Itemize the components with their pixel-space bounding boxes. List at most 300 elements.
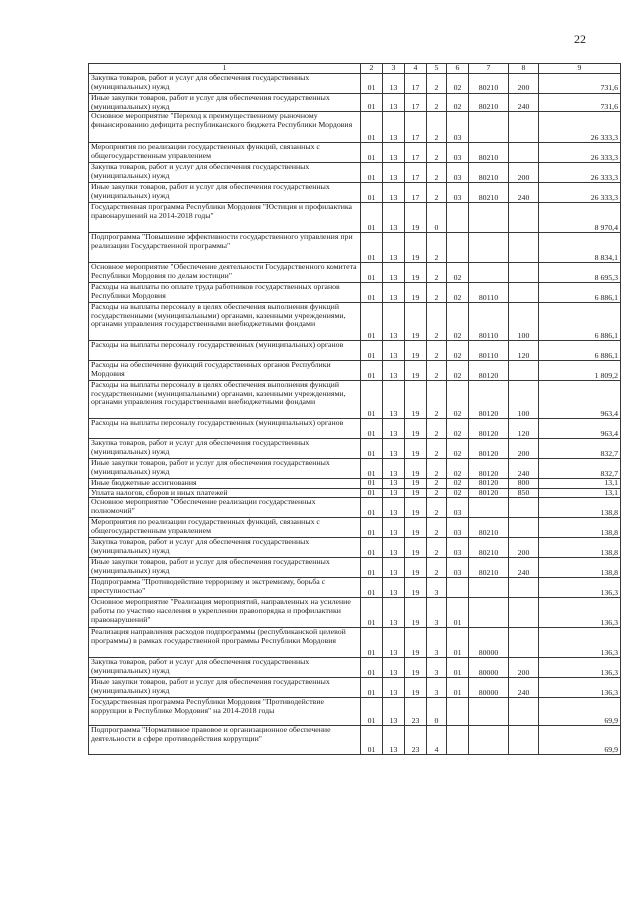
row-program-cell: 19 xyxy=(405,498,427,518)
row-section-cell: 01 xyxy=(361,538,383,558)
row-expense-type-cell: 200 xyxy=(509,74,539,94)
row-amount-cell: 6 886,1 xyxy=(539,341,621,361)
row-name-cell: Расходы на выплаты персоналу государственных (муниципальных) органов xyxy=(89,341,361,361)
row-subsection-cell: 13 xyxy=(383,94,405,112)
row-amount-cell: 6 886,1 xyxy=(539,303,621,341)
row-activity-cell: 03 xyxy=(447,112,469,143)
row-expense-type-cell: 800 xyxy=(509,479,539,489)
row-amount-cell: 963,4 xyxy=(539,381,621,419)
row-amount-cell: 136,3 xyxy=(539,628,621,658)
row-program-cell: 17 xyxy=(405,74,427,94)
row-section-cell: 01 xyxy=(361,558,383,578)
row-direction-cell xyxy=(469,698,509,726)
row-subprogram-cell: 2 xyxy=(427,488,447,498)
row-activity-cell: 03 xyxy=(447,183,469,203)
row-program-cell: 17 xyxy=(405,94,427,112)
row-subprogram-cell: 2 xyxy=(427,361,447,381)
row-direction-cell xyxy=(469,726,509,755)
row-name-cell: Основное мероприятие "Обеспечение деятельности Государственного комитета Республики Мордовия по делам юстиции" xyxy=(89,263,361,283)
row-direction-cell xyxy=(469,233,509,263)
header-cell-amount: 9 xyxy=(539,64,621,74)
row-name-cell: Закупка товаров, работ и услуг для обеспечения государственных (муниципальных) нужд xyxy=(89,439,361,459)
row-expense-type-cell: 120 xyxy=(509,419,539,439)
row-activity-cell: 02 xyxy=(447,341,469,361)
row-subprogram-cell: 2 xyxy=(427,283,447,303)
row-direction-cell: 80120 xyxy=(469,439,509,459)
row-name-cell: Подпрограмма "Нормативное правовое и организационное обеспечение деятельности в сфере противодействия коррупции" xyxy=(89,726,361,755)
row-expense-type-cell: 200 xyxy=(509,163,539,183)
row-direction-cell: 80000 xyxy=(469,658,509,678)
row-subprogram-cell: 2 xyxy=(427,163,447,183)
table-row xyxy=(89,628,621,658)
row-subprogram-cell: 2 xyxy=(427,263,447,283)
row-activity-cell: 02 xyxy=(447,283,469,303)
row-section-cell: 01 xyxy=(361,94,383,112)
row-program-cell: 19 xyxy=(405,488,427,498)
header-cell-program: 4 xyxy=(405,64,427,74)
row-activity-cell: 02 xyxy=(447,361,469,381)
table-row xyxy=(89,163,621,183)
row-program-cell: 19 xyxy=(405,578,427,598)
header-cell-direction: 7 xyxy=(469,64,509,74)
table-row xyxy=(89,726,621,755)
table-row xyxy=(89,381,621,419)
row-subprogram-cell: 0 xyxy=(427,203,447,233)
row-activity-cell: 03 xyxy=(447,518,469,538)
row-expense-type-cell xyxy=(509,361,539,381)
row-subprogram-cell: 2 xyxy=(427,479,447,489)
row-amount-cell: 731,6 xyxy=(539,94,621,112)
row-subprogram-cell: 3 xyxy=(427,598,447,628)
row-program-cell: 19 xyxy=(405,419,427,439)
row-activity-cell: 02 xyxy=(447,263,469,283)
row-activity-cell: 01 xyxy=(447,658,469,678)
row-activity-cell: 03 xyxy=(447,498,469,518)
header-cell-name: 1 xyxy=(89,64,361,74)
row-activity-cell: 02 xyxy=(447,459,469,479)
row-program-cell: 17 xyxy=(405,143,427,163)
row-name-cell: Расходы на обеспечение функций государственных органов Республики Мордовия xyxy=(89,361,361,381)
row-direction-cell: 80120 xyxy=(469,488,509,498)
table-row xyxy=(89,361,621,381)
row-expense-type-cell xyxy=(509,578,539,598)
row-activity-cell xyxy=(447,233,469,263)
row-subprogram-cell: 2 xyxy=(427,233,447,263)
row-name-cell: Мероприятия по реализации государственных функций, связанных с общегосударственным управлением xyxy=(89,143,361,163)
row-activity-cell xyxy=(447,578,469,598)
row-name-cell: Расходы на выплаты персоналу в целях обеспечения выполнения функций государственными (муниципальными) органами, казенными учреждениями, органами управления государственными внебюджетными фондами xyxy=(89,303,361,341)
row-section-cell: 01 xyxy=(361,698,383,726)
row-name-cell: Закупка товаров, работ и услуг для обеспечения государственных (муниципальных) нужд xyxy=(89,163,361,183)
row-subsection-cell: 13 xyxy=(383,698,405,726)
table-row xyxy=(89,263,621,283)
row-subsection-cell: 13 xyxy=(383,233,405,263)
row-expense-type-cell xyxy=(509,498,539,518)
row-activity-cell xyxy=(447,726,469,755)
row-amount-cell: 136,3 xyxy=(539,578,621,598)
table-row xyxy=(89,341,621,361)
row-name-cell: Иные закупки товаров, работ и услуг для обеспечения государственных (муниципальных) нужд xyxy=(89,678,361,698)
row-program-cell: 19 xyxy=(405,439,427,459)
row-program-cell: 19 xyxy=(405,479,427,489)
row-subprogram-cell: 2 xyxy=(427,459,447,479)
row-direction-cell: 80120 xyxy=(469,459,509,479)
row-subsection-cell: 13 xyxy=(383,678,405,698)
row-program-cell: 19 xyxy=(405,203,427,233)
row-name-cell: Иные закупки товаров, работ и услуг для обеспечения государственных (муниципальных) нужд xyxy=(89,94,361,112)
row-name-cell: Уплата налогов, сборов и иных платежей xyxy=(89,488,361,498)
row-program-cell: 17 xyxy=(405,163,427,183)
page-number: 22 xyxy=(574,32,586,46)
row-amount-cell: 13,1 xyxy=(539,488,621,498)
row-amount-cell: 963,4 xyxy=(539,419,621,439)
row-section-cell: 01 xyxy=(361,518,383,538)
row-amount-cell: 26 333,3 xyxy=(539,112,621,143)
row-activity-cell: 01 xyxy=(447,598,469,628)
row-subsection-cell: 13 xyxy=(383,498,405,518)
row-direction-cell: 80210 xyxy=(469,94,509,112)
row-subsection-cell: 13 xyxy=(383,361,405,381)
row-subsection-cell: 13 xyxy=(383,381,405,419)
row-subprogram-cell: 2 xyxy=(427,74,447,94)
row-subprogram-cell: 2 xyxy=(427,112,447,143)
row-subsection-cell: 13 xyxy=(383,558,405,578)
row-subprogram-cell: 3 xyxy=(427,658,447,678)
row-amount-cell: 1 809,2 xyxy=(539,361,621,381)
row-subprogram-cell: 3 xyxy=(427,628,447,658)
row-section-cell: 01 xyxy=(361,658,383,678)
row-program-cell: 23 xyxy=(405,726,427,755)
row-name-cell: Закупка товаров, работ и услуг для обеспечения государственных (муниципальных) нужд xyxy=(89,74,361,94)
row-name-cell: Основное мероприятие "Реализация мероприятий, направленных на усиление работы по участию населения в укреплении правопорядка и профилактики правонарушений" xyxy=(89,598,361,628)
row-activity-cell: 02 xyxy=(447,488,469,498)
row-activity-cell: 02 xyxy=(447,303,469,341)
row-direction-cell xyxy=(469,203,509,233)
header-cell-subsection: 3 xyxy=(383,64,405,74)
row-program-cell: 19 xyxy=(405,459,427,479)
row-amount-cell: 6 886,1 xyxy=(539,283,621,303)
row-subsection-cell: 13 xyxy=(383,341,405,361)
row-subprogram-cell: 2 xyxy=(427,341,447,361)
row-name-cell: Расходы на выплаты по оплате труда работников государственных органов Республики Мордовия xyxy=(89,283,361,303)
row-subprogram-cell: 2 xyxy=(427,94,447,112)
row-activity-cell: 03 xyxy=(447,538,469,558)
row-expense-type-cell: 200 xyxy=(509,538,539,558)
row-activity-cell: 03 xyxy=(447,163,469,183)
table-row xyxy=(89,558,621,578)
row-name-cell: Иные закупки товаров, работ и услуг для обеспечения государственных (муниципальных) нужд xyxy=(89,183,361,203)
header-cell-section: 2 xyxy=(361,64,383,74)
row-program-cell: 17 xyxy=(405,112,427,143)
row-subsection-cell: 13 xyxy=(383,203,405,233)
table-row xyxy=(89,479,621,489)
row-section-cell: 01 xyxy=(361,233,383,263)
row-section-cell: 01 xyxy=(361,303,383,341)
row-subsection-cell: 13 xyxy=(383,628,405,658)
row-subprogram-cell: 2 xyxy=(427,143,447,163)
row-section-cell: 01 xyxy=(361,341,383,361)
row-direction-cell: 80110 xyxy=(469,283,509,303)
row-expense-type-cell xyxy=(509,143,539,163)
row-direction-cell: 80210 xyxy=(469,558,509,578)
row-section-cell: 01 xyxy=(361,203,383,233)
row-expense-type-cell xyxy=(509,698,539,726)
row-expense-type-cell xyxy=(509,263,539,283)
row-subprogram-cell: 0 xyxy=(427,698,447,726)
row-activity-cell xyxy=(447,203,469,233)
row-expense-type-cell xyxy=(509,233,539,263)
row-program-cell: 19 xyxy=(405,598,427,628)
row-subprogram-cell: 2 xyxy=(427,303,447,341)
row-amount-cell: 13,1 xyxy=(539,479,621,489)
row-program-cell: 19 xyxy=(405,558,427,578)
row-name-cell: Иные бюджетные ассигнования xyxy=(89,479,361,489)
table-row xyxy=(89,678,621,698)
row-program-cell: 19 xyxy=(405,233,427,263)
row-subprogram-cell: 2 xyxy=(427,558,447,578)
table-row xyxy=(89,439,621,459)
row-amount-cell: 8 834,1 xyxy=(539,233,621,263)
row-direction-cell xyxy=(469,598,509,628)
row-direction-cell xyxy=(469,498,509,518)
header-cell-subprogram: 5 xyxy=(427,64,447,74)
row-expense-type-cell: 200 xyxy=(509,439,539,459)
row-direction-cell: 80120 xyxy=(469,479,509,489)
row-subsection-cell: 13 xyxy=(383,163,405,183)
row-amount-cell: 731,6 xyxy=(539,74,621,94)
row-subprogram-cell: 2 xyxy=(427,419,447,439)
row-section-cell: 01 xyxy=(361,628,383,658)
table-row xyxy=(89,143,621,163)
row-expense-type-cell: 240 xyxy=(509,459,539,479)
row-section-cell: 01 xyxy=(361,183,383,203)
table-row xyxy=(89,698,621,726)
table-row xyxy=(89,183,621,203)
row-subprogram-cell: 2 xyxy=(427,381,447,419)
row-subsection-cell: 13 xyxy=(383,112,405,143)
row-direction-cell xyxy=(469,578,509,598)
row-section-cell: 01 xyxy=(361,163,383,183)
row-section-cell: 01 xyxy=(361,283,383,303)
row-direction-cell: 80000 xyxy=(469,678,509,698)
table-row xyxy=(89,598,621,628)
row-direction-cell: 80110 xyxy=(469,303,509,341)
row-subsection-cell: 13 xyxy=(383,183,405,203)
table-row xyxy=(89,303,621,341)
row-program-cell: 19 xyxy=(405,341,427,361)
row-amount-cell: 69,9 xyxy=(539,698,621,726)
row-section-cell: 01 xyxy=(361,726,383,755)
row-section-cell: 01 xyxy=(361,381,383,419)
row-section-cell: 01 xyxy=(361,419,383,439)
table-row xyxy=(89,518,621,538)
row-expense-type-cell xyxy=(509,203,539,233)
table-row xyxy=(89,233,621,263)
row-subsection-cell: 13 xyxy=(383,439,405,459)
row-section-cell: 01 xyxy=(361,112,383,143)
row-program-cell: 19 xyxy=(405,658,427,678)
row-program-cell: 19 xyxy=(405,263,427,283)
row-section-cell: 01 xyxy=(361,498,383,518)
row-amount-cell: 136,3 xyxy=(539,658,621,678)
row-amount-cell: 138,8 xyxy=(539,518,621,538)
row-subprogram-cell: 2 xyxy=(427,538,447,558)
row-program-cell: 19 xyxy=(405,361,427,381)
row-section-cell: 01 xyxy=(361,479,383,489)
table-row xyxy=(89,459,621,479)
row-direction-cell: 80120 xyxy=(469,419,509,439)
row-direction-cell: 80000 xyxy=(469,628,509,658)
row-name-cell: Подпрограмма "Повышение эффективности государственного управления при реализации Государственной программы" xyxy=(89,233,361,263)
row-amount-cell: 138,8 xyxy=(539,498,621,518)
row-expense-type-cell: 100 xyxy=(509,303,539,341)
row-section-cell: 01 xyxy=(361,678,383,698)
row-name-cell: Государственная программа Республики Мордовия "Противодействие коррупции в Республике Мордовия" на 2014-2018 годы xyxy=(89,698,361,726)
row-subsection-cell: 13 xyxy=(383,283,405,303)
row-expense-type-cell: 120 xyxy=(509,341,539,361)
table-row xyxy=(89,578,621,598)
row-amount-cell: 136,3 xyxy=(539,598,621,628)
row-subprogram-cell: 4 xyxy=(427,726,447,755)
row-amount-cell: 8 695,3 xyxy=(539,263,621,283)
row-activity-cell: 02 xyxy=(447,74,469,94)
row-subsection-cell: 13 xyxy=(383,726,405,755)
header-row xyxy=(89,64,621,74)
row-direction-cell: 80210 xyxy=(469,74,509,94)
row-amount-cell: 26 333,3 xyxy=(539,163,621,183)
table-row xyxy=(89,74,621,94)
budget-table xyxy=(88,63,621,755)
row-activity-cell: 02 xyxy=(447,94,469,112)
row-expense-type-cell xyxy=(509,518,539,538)
row-amount-cell: 8 970,4 xyxy=(539,203,621,233)
row-expense-type-cell xyxy=(509,726,539,755)
row-program-cell: 23 xyxy=(405,698,427,726)
row-subprogram-cell: 2 xyxy=(427,183,447,203)
table-row xyxy=(89,419,621,439)
row-program-cell: 19 xyxy=(405,678,427,698)
table-row xyxy=(89,538,621,558)
row-name-cell: Расходы на выплаты персоналу государственных (муниципальных) органов xyxy=(89,419,361,439)
row-subsection-cell: 13 xyxy=(383,658,405,678)
row-amount-cell: 832,7 xyxy=(539,439,621,459)
row-subprogram-cell: 3 xyxy=(427,678,447,698)
row-subprogram-cell: 3 xyxy=(427,578,447,598)
row-activity-cell xyxy=(447,698,469,726)
row-subsection-cell: 13 xyxy=(383,578,405,598)
row-amount-cell: 26 333,3 xyxy=(539,143,621,163)
row-expense-type-cell xyxy=(509,112,539,143)
row-direction-cell: 80120 xyxy=(469,381,509,419)
row-activity-cell: 02 xyxy=(447,381,469,419)
row-direction-cell xyxy=(469,263,509,283)
row-subsection-cell: 13 xyxy=(383,419,405,439)
row-subsection-cell: 13 xyxy=(383,488,405,498)
row-direction-cell: 80210 xyxy=(469,163,509,183)
row-direction-cell: 80120 xyxy=(469,361,509,381)
row-direction-cell: 80210 xyxy=(469,518,509,538)
row-name-cell: Иные закупки товаров, работ и услуг для обеспечения государственных (муниципальных) нужд xyxy=(89,558,361,578)
row-program-cell: 19 xyxy=(405,283,427,303)
table-row xyxy=(89,203,621,233)
row-name-cell: Расходы на выплаты персоналу в целях обеспечения выполнения функций государственными (муниципальными) органами, казенными учреждениями, органами управления государственными внебюджетными фондами xyxy=(89,381,361,419)
row-activity-cell: 02 xyxy=(447,479,469,489)
row-section-cell: 01 xyxy=(361,74,383,94)
row-section-cell: 01 xyxy=(361,598,383,628)
row-subsection-cell: 13 xyxy=(383,518,405,538)
row-section-cell: 01 xyxy=(361,459,383,479)
row-name-cell: Реализация направления расходов подпрограммы (республиканской целевой программы) в рамках государственной программы Республики Мордовия xyxy=(89,628,361,658)
table-row xyxy=(89,283,621,303)
row-expense-type-cell: 100 xyxy=(509,381,539,419)
table-row xyxy=(89,658,621,678)
row-amount-cell: 26 333,3 xyxy=(539,183,621,203)
row-expense-type-cell xyxy=(509,283,539,303)
row-subsection-cell: 13 xyxy=(383,303,405,341)
row-expense-type-cell: 240 xyxy=(509,94,539,112)
row-subprogram-cell: 2 xyxy=(427,498,447,518)
row-direction-cell: 80210 xyxy=(469,538,509,558)
row-activity-cell: 01 xyxy=(447,678,469,698)
row-section-cell: 01 xyxy=(361,578,383,598)
row-activity-cell: 02 xyxy=(447,439,469,459)
header-cell-expense-type: 8 xyxy=(509,64,539,74)
row-amount-cell: 138,8 xyxy=(539,538,621,558)
row-program-cell: 17 xyxy=(405,183,427,203)
table-row xyxy=(89,498,621,518)
row-program-cell: 19 xyxy=(405,381,427,419)
row-expense-type-cell: 200 xyxy=(509,658,539,678)
row-subsection-cell: 13 xyxy=(383,479,405,489)
row-program-cell: 19 xyxy=(405,303,427,341)
row-program-cell: 19 xyxy=(405,518,427,538)
row-activity-cell: 03 xyxy=(447,143,469,163)
row-subsection-cell: 13 xyxy=(383,143,405,163)
row-subsection-cell: 13 xyxy=(383,459,405,479)
row-activity-cell: 02 xyxy=(447,419,469,439)
row-expense-type-cell: 240 xyxy=(509,678,539,698)
table-row xyxy=(89,94,621,112)
row-name-cell: Закупка товаров, работ и услуг для обеспечения государственных (муниципальных) нужд xyxy=(89,658,361,678)
row-section-cell: 01 xyxy=(361,488,383,498)
row-subsection-cell: 13 xyxy=(383,263,405,283)
row-direction-cell: 80210 xyxy=(469,183,509,203)
row-expense-type-cell: 240 xyxy=(509,558,539,578)
row-subprogram-cell: 2 xyxy=(427,518,447,538)
row-amount-cell: 138,8 xyxy=(539,558,621,578)
row-name-cell: Основное мероприятие "Переход к преимущественному рыночному финансированию дефицита республиканского бюджета Республики Мордовия xyxy=(89,112,361,143)
row-subsection-cell: 13 xyxy=(383,74,405,94)
row-name-cell: Иные закупки товаров, работ и услуг для обеспечения государственных (муниципальных) нужд xyxy=(89,459,361,479)
row-subsection-cell: 13 xyxy=(383,538,405,558)
row-amount-cell: 136,3 xyxy=(539,678,621,698)
row-expense-type-cell: 850 xyxy=(509,488,539,498)
row-subprogram-cell: 2 xyxy=(427,439,447,459)
row-program-cell: 19 xyxy=(405,628,427,658)
row-amount-cell: 69,9 xyxy=(539,726,621,755)
row-expense-type-cell xyxy=(509,598,539,628)
row-name-cell: Мероприятия по реализации государственных функций, связанных с общегосударственным управлением xyxy=(89,518,361,538)
row-expense-type-cell: 240 xyxy=(509,183,539,203)
row-program-cell: 19 xyxy=(405,538,427,558)
row-section-cell: 01 xyxy=(361,439,383,459)
row-name-cell: Основное мероприятие "Обеспечение реализации государственных полномочий" xyxy=(89,498,361,518)
row-name-cell: Подпрограмма "Противодействие терроризму и экстремизму, борьба с преступностью" xyxy=(89,578,361,598)
row-expense-type-cell xyxy=(509,628,539,658)
row-activity-cell: 03 xyxy=(447,558,469,578)
table-row xyxy=(89,488,621,498)
row-section-cell: 01 xyxy=(361,361,383,381)
